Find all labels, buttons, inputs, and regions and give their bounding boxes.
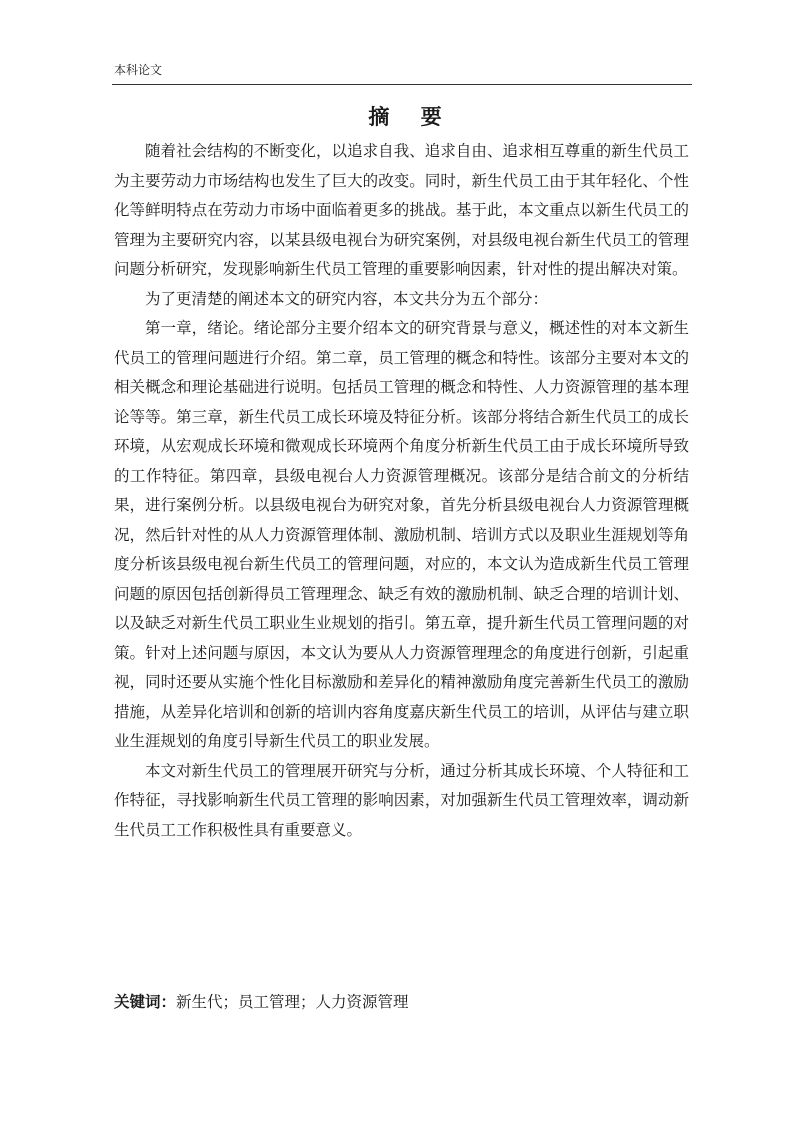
keywords-list: 新生代；员工管理；人力资源管理: [176, 993, 409, 1011]
page-title: 摘 要: [368, 104, 454, 129]
abstract-paragraph-2: 为了更清楚的阐述本文的研究内容，本文共分为五个部分：: [145, 289, 549, 308]
abstract-body: [114, 137, 689, 845]
header-divider: [112, 84, 692, 85]
abstract-paragraph-4: 本文对新生代员工的管理展开研究与分析，通过分析其成长环境、个人特征和工作特征，寻找影响新生代员工管理的影响因素，对加强新生代员工管理效率，调动新生代员工工作积极性具有重要意义。: [114, 761, 689, 839]
running-header: 本科论文: [114, 63, 163, 77]
abstract-paragraph-3: 第一章，绪论。绪论部分主要介绍本文的研究背景与意义，概述性的对本文新生代员工的管理问题进行介绍。第二章，员工管理的概念和特性。该部分主要对本文的相关概念和理论基础进行说明。包括员工管理的概念和特性、人力资源管理的基本理论等等。第三章，新生代员工成长环境及特征分析。该部分将结合新生代员工的成长环境，从宏观成长环境和微观成长环境两个角度分析新生代员工由于成长环境所导致的工作特征。第四章，县级电视台人力资源管理概况。该部分是结合前文的分析结果，进行案例分析。以县级电视台为研究对象，首先分析县级电视台人力资源管理概况，然后针对性的从人力资源管理体制、激励机制、培训方式以及职业生涯规划等角度分析该县级电视台新生代员工的管理问题，对应的，本文认为造成新生代员工管理问题的原因包括创新得员工管理理念、缺乏有效的激励机制、缺乏合理的培训计划、以及缺乏对新生代员工职业生业规划的指引。第五章，提升新生代员工管理问题的对策。针对上述问题与原因，本文认为要从人力资源管理理念的角度进行创新，引起重视，同时还要从实施个性化目标激励和差异化的精神激励角度完善新生代员工的激励措施，从差异化培训和创新的培训内容角度嘉庆新生代员工的培训，从评估与建立职业生涯规划的角度引导新生代员工的职业发展。: [114, 319, 689, 750]
keywords-line: [114, 990, 409, 1014]
keywords-label: 关键词：: [114, 993, 177, 1011]
abstract-paragraph-1: 随着社会结构的不断变化，以追求自我、追求自由、追求相互尊重的新生代员工为主要劳动力市场结构也发生了巨大的改变。同时，新生代员工由于其年轻化、个性化等鲜明特点在劳动力市场中面临着更多的挑战。基于此，本文重点以新生代员工的管理为主要研究内容，以某县级电视台为研究案例，对县级电视台新生代员工的管理问题分析研究，发现影响新生代员工管理的重要影响因素，针对性的提出解决对策。: [114, 142, 689, 278]
